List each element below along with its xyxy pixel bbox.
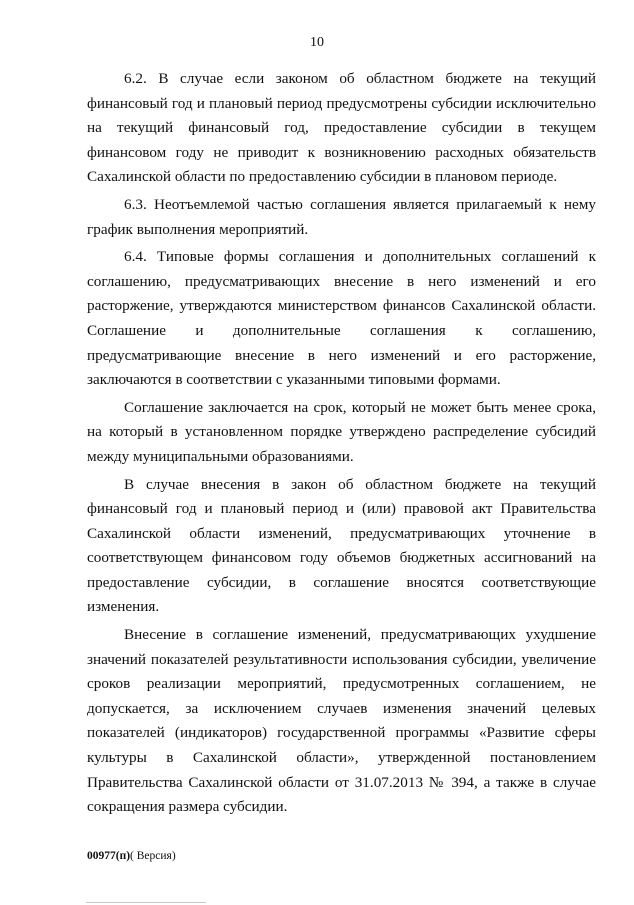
document-footer [87, 849, 176, 863]
paragraph-6-3: 6.3. Неотъемлемой частью соглашения является прилагаемый к нему график выполнения мероприятий. [87, 195, 596, 238]
document-code: 00977(п) [87, 850, 131, 862]
scan-artifact-line [86, 902, 206, 903]
page-number: 10 [310, 35, 324, 50]
paragraph-budget-changes: В случае внесения в закон об областном бюджете на текущий финансовый год и плановый период и (или) правовой акт Правительства Сахалинской области изменений, предусматривающих уточнение в соответствующем финансовом году объемов бюджетных ассигнований на предоставление субсидии, в соглашение вносятся соответствующие изменения. [87, 475, 596, 616]
paragraph-agreement-term: Соглашение заключается на срок, который не может быть менее срока, на который в установленном порядке утверждено распределение субсидий между муниципальными образованиями. [87, 398, 596, 465]
paragraph-amendment-restrictions: Внесение в соглашение изменений, предусматривающих ухудшение значений показателей результативности использования субсидии, увеличение сроков реализации мероприятий, предусмотренных соглашением, не допускается, за исключением случаев изменения значений целевых показателей (индикаторов) государственной программы «Развитие сферы культуры в Сахалинской области», утвержденной постановлением Правительства Сахалинской области от 31.07.2013 № 394, а также в случае сокращения размера субсидии. [87, 626, 596, 816]
paragraph-6-2: 6.2. В случае если законом об областном бюджете на текущий финансовый год и плановый период предусмотрены субсидии исключительно на текущий финансовый год, предоставление субсидии в текущем финансовом году не приводит к возникновению расходных обязательств Сахалинской области по предоставлению субсидии в плановом периоде. [87, 70, 596, 186]
document-body [87, 67, 596, 820]
paragraph-6-4: 6.4. Типовые формы соглашения и дополнительных соглашений к соглашению, предусматривающих внесение в него изменений и его расторжение, утверждаются министерством финансов Сахалинской области. Соглашение и дополнительные соглашения к соглашению, предусматривающие внесение в него изменений и его расторжение, заключаются в соответствии с указанными типовыми формами. [87, 248, 596, 389]
document-version-label: ( Версия) [130, 850, 176, 862]
